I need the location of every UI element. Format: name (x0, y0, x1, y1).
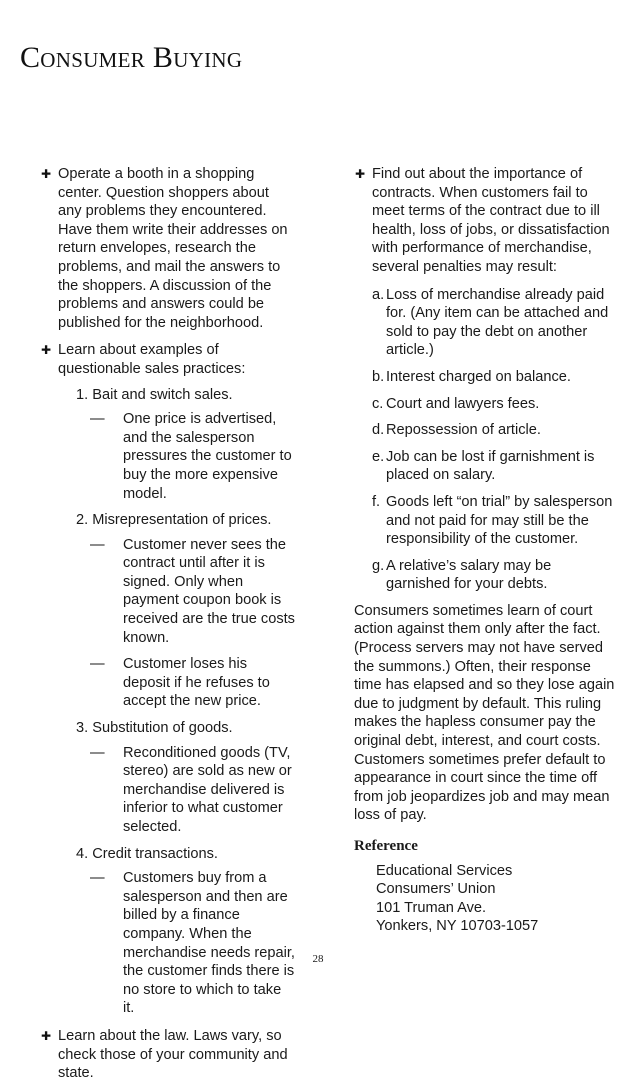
practice-detail (76, 655, 295, 711)
penalty-text: A relative’s salary may be garnished for your debts. (386, 557, 552, 593)
page-number: 28 (312, 953, 324, 965)
penalty-text: Interest charged on balance. (386, 368, 571, 385)
dash-marker: — (90, 536, 105, 553)
penalty-item (354, 557, 616, 594)
penalty-text: Repossession of article. (386, 422, 541, 439)
penalty-text: Court and lawyers fees. (386, 395, 540, 412)
bullet-text: Operate a booth in a shopping center. Question shoppers about any problems they encountered. Have them write their addresses on return envelopes, research the problems, and mail the answers to the shoppers. A discussion of the problems and answers could be published for the neighborhood. (58, 166, 288, 331)
penalty-item (354, 286, 616, 360)
practice-detail (76, 744, 295, 837)
right-column (354, 165, 616, 936)
penalty-text: Goods left “on trial” by salesperson and not paid for may still be the responsibility of the customer. (386, 493, 613, 548)
practice-title: 3. Substitution of goods. (76, 720, 233, 737)
penalty-letter: g. (372, 557, 385, 574)
reference-line: Educational Services (376, 862, 513, 879)
cross-bullet-icon: ✚ (355, 167, 366, 181)
court-action-paragraph: Consumers sometimes learn of court action against them only after the fact. (Process servers may not have served the summons.) Often, their response time has elapsed and so they lose again due to judgment by default. This ruling makes the hapless consumer pay the original debt, interest, and court costs. Customers sometimes prefer default to appearance in court since the time off from job jeopardizes job and may mean loss of pay. (354, 602, 615, 824)
dash-marker: — (90, 870, 105, 887)
practice-detail-text: One price is advertised, and the salesperson pressures the customer to buy the more expensive model. (123, 411, 292, 502)
cross-bullet-icon: ✚ (41, 343, 52, 358)
practice-detail (76, 869, 295, 1018)
practice-title: 4. Credit transactions. (76, 845, 218, 862)
cross-bullet-icon: ✚ (41, 167, 52, 181)
penalty-text: Job can be lost if garnishment is placed on salary. (386, 448, 595, 484)
penalty-item (354, 448, 616, 485)
reference-line: Consumers’ Union (376, 881, 496, 898)
practice-title: 2. Misrepresentation of prices. (76, 512, 272, 529)
practice-detail-text: Customer loses his deposit if he refuses to accept the new price. (123, 656, 270, 710)
cross-bullet-icon: ✚ (41, 1028, 52, 1043)
reference-heading: Reference (354, 838, 418, 854)
bullet-item-sales-practices (40, 341, 295, 1018)
practice-item (58, 719, 295, 837)
practice-detail (76, 536, 295, 648)
dash-marker: — (90, 411, 105, 428)
dash-marker: — (90, 656, 105, 673)
practice-detail (76, 410, 295, 503)
practice-item (58, 511, 295, 711)
dash-marker: — (90, 744, 105, 761)
penalty-letter: a. (372, 286, 385, 303)
practice-detail-text: Customer never sees the contract until after it is signed. Only when payment coupon book is received are the true costs known. (123, 536, 295, 646)
practice-item (58, 386, 295, 504)
bullet-text: Learn about the law. Laws vary, so check those of your community and state. (58, 1027, 288, 1082)
reference-line: Yonkers, NY 10703-1057 (376, 918, 539, 935)
practice-item (58, 845, 295, 1018)
penalty-item (354, 421, 616, 440)
bullet-text: Learn about examples of questionable sales practices: (58, 342, 246, 377)
page-title: Consumer Buying (20, 41, 243, 74)
practice-title: 1. Bait and switch sales. (76, 386, 233, 403)
bullet-item-contracts (354, 165, 616, 277)
penalty-text: Loss of merchandise already paid for. (Any item can be attached and sold to pay the debt on another article.) (386, 286, 609, 359)
penalty-letter: e. (372, 448, 385, 465)
penalty-letter: c. (372, 395, 384, 412)
penalty-letter: b. (372, 368, 385, 385)
penalty-item (354, 493, 616, 549)
bullet-text: Find out about the importance of contracts. When customers fail to meet terms of the contract due to ill health, loss of jobs, or dissatisfaction with performance of merchandise, several penalties may result: (372, 166, 610, 275)
practice-detail-text: Reconditioned goods (TV, stereo) are sold as new or merchandise delivered is inferior to what customer selected. (123, 744, 292, 835)
practice-detail-text: Customers buy from a salesperson and then are billed by a finance company. When the merchandise needs repair, the customer finds there is no store to which to take it. (123, 870, 295, 1017)
penalty-item (354, 368, 616, 387)
reference-line: 101 Truman Ave. (376, 899, 487, 916)
bullet-item-law (40, 1027, 295, 1083)
penalty-letter: d. (372, 422, 385, 439)
bullet-item-booth (40, 165, 295, 332)
penalty-item (354, 395, 616, 414)
penalty-letter: f. (372, 493, 381, 510)
reference-section (354, 837, 616, 936)
